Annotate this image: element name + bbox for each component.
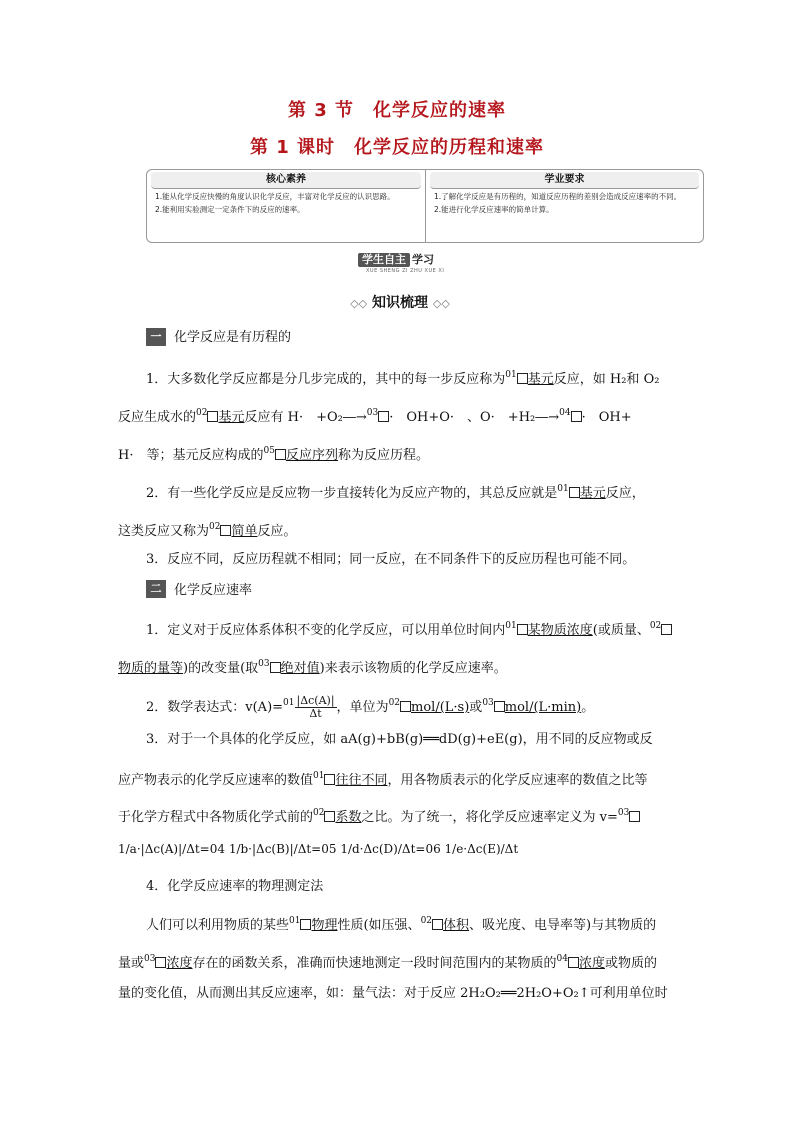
text-run: ，单位为 [336,700,389,715]
blank-number: 01 [313,771,325,781]
text-line [146,366,706,389]
text-run: 性质(如压强、 [337,918,421,933]
text-line: 3．反应不同，反应历程就不相同；同一反应，在不同条件下的反应历程也可能不同。 [146,552,636,567]
banner-suffix: 学习 [412,253,434,266]
answer-text: 浓度 [578,956,605,971]
blank-box [629,811,640,822]
text-run: 于化学方程式中各物质化学式前的 [118,810,314,825]
blank-box [220,525,231,536]
knowledge-summary-title: 知识梳理 [372,295,428,311]
blank-number: 01 [505,370,517,380]
text-run: 存在的函数关系，准确而快速地测定一段时间范围内的某物质的 [192,956,557,971]
answer-text: 浓度 [166,956,193,971]
text-line [118,404,678,427]
blank-number: 02 [649,621,662,631]
core-literacy-column [147,170,426,242]
text-run: 1．定义对于反应体系体积不变的化学反应，可以用单位时间内 [146,623,506,638]
blank-number: 05 [263,446,275,456]
knowledge-summary-heading [340,292,460,312]
text-run: H· 等；基元反应构成的 [118,448,264,463]
answer-text: 简单 [231,524,258,539]
blank-number: 03 [617,808,630,818]
text-run: )来表示该物质的化学反应速率。 [319,661,507,676]
text-line [118,442,678,465]
text-run: (或质量、 [592,623,650,638]
text-line: 4．化学反应速率的物理测定法 [146,879,324,894]
self-study-banner [358,253,458,277]
part-one-icon: 一 [146,328,166,346]
answer-text: mol/(L·s) [411,700,470,715]
text-run: 反应，如 H₂和 O₂ [553,372,660,387]
blank-box [275,449,286,460]
text-run: 反应生成水的 [118,410,197,425]
blank-number: 02 [209,522,221,532]
text-run: 2．有一些化学反应是反应物一步直接转化为反应产物的，其总反应就是 [146,486,558,501]
text-run: 2．数学表达式：v(A)= [146,700,284,715]
section-title: 第 3 节 化学反应的速率 [287,100,507,121]
part-two-icon: 二 [146,580,166,598]
fraction-denominator: Δt [309,707,322,720]
text-run: )的改变量(取 [183,661,259,676]
answer-text: 基元 [527,372,554,387]
blank-box [155,957,166,968]
academic-requirements-item: 1.了解化学反应是有历程的，知道反应历程的差别会造成反应速率的不同。 [434,192,682,201]
blank-box [207,411,218,422]
text-line [146,480,706,503]
blank-box [494,701,505,712]
core-literacy-item: 1.能从化学反应快慢的角度认识化学反应，丰富对化学反应的认识思路。 [155,192,395,201]
text-run: 人们可以利用物质的某些 [146,918,290,933]
text-run: 1．大多数化学反应都是分几步完成的，其中的每一步反应称为 [146,372,506,387]
text-run: 称为反应历程。 [337,448,429,463]
text-line [146,912,706,935]
answer-text: 系数 [335,810,362,825]
text-run: 反应。 [257,524,297,539]
rate-equation-line: 1/a·|Δc(A)|/Δt=04 1/b·|Δc(B)|/Δt=05 1/d·Δc(D)/Δt=06 1/e·Δc(E)/Δt [118,842,519,856]
fraction-numerator: |Δc(A)| [296,694,335,707]
text-run: ，用各物质表示的化学反应速率的数值之比等 [387,773,648,788]
text-line [118,518,678,541]
text-run: 。 [581,700,595,715]
answer-text: 反应序列 [285,448,338,463]
blank-number: 03 [258,659,270,669]
text-run: 或 [469,700,483,715]
blank-number: 03 [482,698,494,708]
part-two-heading: 化学反应速率 [174,583,253,598]
answer-text: 基元 [218,410,245,425]
text-line [118,804,678,827]
academic-requirements-column [426,170,703,242]
rate-fraction [295,695,337,720]
text-line [118,950,678,973]
blank-number: 01 [505,621,517,631]
text-run: · OH+O· 、O· +H₂―→ [389,410,560,425]
part-one-heading: 化学反应是有历程的 [174,330,292,345]
text-run: 、吸光度、电导率等)与其物质的 [469,918,657,933]
blank-number: 01 [557,484,569,494]
answer-text: 体积 [443,918,470,933]
blank-box [324,811,335,822]
text-line [146,694,706,720]
blank-box [270,662,281,673]
blank-box [661,624,672,635]
answer-text: 绝对值 [280,661,320,676]
text-run: · OH+ [581,410,632,425]
text-run: 应产物表示的化学反应速率的数值 [118,773,314,788]
blank-number: 01 [289,916,301,926]
core-literacy-item: 2.能利用实验测定一定条件下的反应的速率。 [155,205,305,214]
blank-box [569,487,580,498]
blank-number: 01 [283,698,295,708]
answer-text: 基元 [579,486,606,501]
answer-text: 某物质浓度 [527,623,593,638]
text-run: 反应， [605,486,645,501]
text-line: 3．对于一个具体的化学反应，如 aA(g)+bB(g)══dD(g)+eE(g)，用不同的反应物或反 [146,732,653,747]
blank-number: 03 [366,408,379,418]
blank-box [432,919,443,930]
blank-number: 02 [313,808,325,818]
answer-text: 往往不同 [335,773,388,788]
blank-box [324,774,335,785]
banner-pinyin: XUE SHENG ZI ZHU XUE XI [366,268,445,274]
lesson-title: 第 1 课时 化学反应的历程和速率 [249,137,545,158]
blank-number: 02 [420,916,433,926]
text-line [118,655,678,678]
blank-box [517,624,528,635]
text-line [118,767,678,790]
text-run: 反应有 H· +O₂―→ [244,410,367,425]
text-line: 量的变化值，从而测出其反应速率，如：量气法：对于反应 2H₂O₂══2H₂O+O₂↑可利用单位时 [118,986,668,1001]
blank-number: 02 [388,698,401,708]
requirements-table [146,169,704,243]
text-run: 之比。为了统一，将化学反应速率定义为 v= [361,810,618,825]
banner-label: 学生自主 [358,253,410,267]
blank-box [400,701,411,712]
blank-number: 02 [196,408,208,418]
text-run: 量或 [118,956,145,971]
text-run: 这类反应又称为 [118,524,210,539]
blank-box [568,957,579,968]
blank-box [517,373,528,384]
text-run: 或物质的 [604,956,657,971]
blank-box [300,919,311,930]
core-literacy-heading: 核心素养 [151,172,421,189]
diamond-icon: ◇◇ [350,297,368,310]
diamond-icon: ◇◇ [432,297,450,310]
answer-text: 物理 [311,918,338,933]
text-line [146,617,706,640]
blank-box [378,411,389,422]
blank-number: 04 [559,408,571,418]
blank-number: 04 [556,954,568,964]
academic-requirements-heading: 学业要求 [430,172,699,189]
answer-text: 物质的量等 [118,661,184,676]
answer-text: mol/(L·min) [504,700,582,715]
blank-number: 03 [144,954,156,964]
academic-requirements-item: 2.能进行化学反应速率的简单计算。 [434,205,554,214]
blank-box [571,411,582,422]
